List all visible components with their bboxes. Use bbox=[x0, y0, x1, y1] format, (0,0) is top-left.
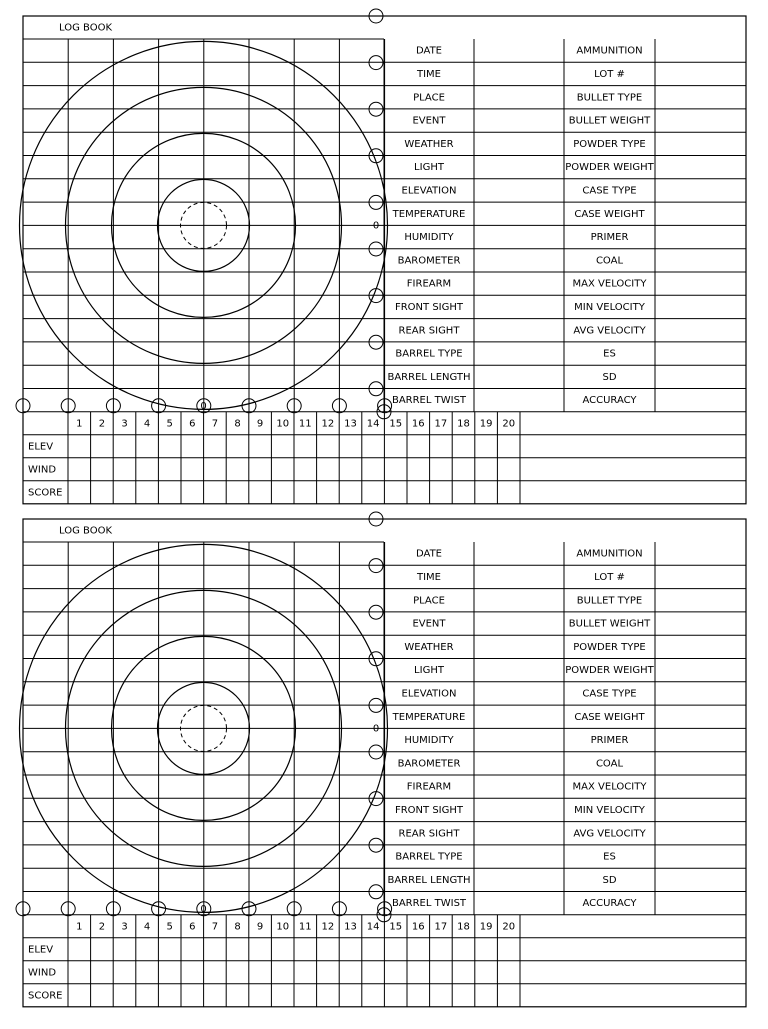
form-label-left: BARREL TWIST bbox=[391, 395, 467, 407]
shot-number: 16 bbox=[411, 418, 425, 430]
form-label-right: POWDER TYPE bbox=[573, 138, 646, 150]
form-label-right: ES bbox=[603, 348, 616, 360]
form-label-left: BAROMETER bbox=[397, 758, 461, 770]
form-label-left: HUMIDITY bbox=[404, 735, 454, 747]
form-label-right: CASE TYPE bbox=[582, 185, 637, 197]
form-label-left: EVENT bbox=[412, 618, 446, 630]
scale-zero-label: 0 bbox=[372, 220, 380, 232]
form-label-left: BARREL TYPE bbox=[395, 851, 463, 863]
form-label-right: AVG VELOCITY bbox=[573, 325, 646, 337]
form-label-left: EVENT bbox=[412, 115, 446, 127]
form-label-left: TEMPERATURE bbox=[392, 208, 466, 220]
shot-number: 15 bbox=[389, 921, 403, 933]
shot-number: 3 bbox=[121, 418, 128, 430]
shot-number: 12 bbox=[321, 921, 335, 933]
form-label-right: AVG VELOCITY bbox=[573, 828, 646, 840]
shot-number: 20 bbox=[502, 921, 516, 933]
shot-number: 9 bbox=[256, 921, 264, 933]
form-label-right: LOT # bbox=[594, 571, 625, 583]
scale-zero-label: 0 bbox=[200, 400, 207, 412]
data-row-label: ELEV bbox=[28, 944, 54, 956]
form-label-right: SD bbox=[602, 371, 617, 383]
shot-number: 10 bbox=[276, 921, 290, 933]
shot-number: 9 bbox=[256, 418, 264, 430]
form-label-left: REAR SIGHT bbox=[398, 828, 460, 840]
form-label-right: AMMUNITION bbox=[576, 45, 643, 57]
shot-number: 3 bbox=[121, 921, 128, 933]
form-label-right: CASE WEIGHT bbox=[574, 711, 645, 723]
shot-number: 8 bbox=[234, 418, 241, 430]
form-label-right: ACCURACY bbox=[582, 395, 637, 407]
shot-number: 5 bbox=[166, 921, 173, 933]
shot-number: 10 bbox=[276, 418, 290, 430]
form-label-right: MIN VELOCITY bbox=[574, 804, 645, 816]
form-label-left: HUMIDITY bbox=[404, 232, 454, 244]
form-label-left: WEATHER bbox=[404, 641, 454, 653]
shot-number: 17 bbox=[434, 418, 448, 430]
shot-number: 17 bbox=[434, 921, 448, 933]
form-label-left: BARREL TWIST bbox=[391, 898, 467, 910]
form-label-right: SD bbox=[602, 874, 617, 886]
shot-number: 1 bbox=[76, 921, 83, 933]
form-label-right: ES bbox=[603, 851, 616, 863]
form-label-right: POWDER WEIGHT bbox=[565, 162, 654, 174]
shot-number: 5 bbox=[166, 418, 173, 430]
form-label-right: BULLET TYPE bbox=[576, 595, 643, 607]
form-label-right: CASE WEIGHT bbox=[574, 208, 645, 220]
form-label-left: TEMPERATURE bbox=[392, 711, 466, 723]
shot-number: 19 bbox=[479, 418, 493, 430]
shot-number: 16 bbox=[411, 921, 425, 933]
shot-number: 18 bbox=[457, 418, 470, 430]
shot-number: 14 bbox=[366, 418, 380, 430]
form-label-right: PRIMER bbox=[590, 735, 629, 747]
data-row-label: SCORE bbox=[28, 487, 63, 499]
data-row-label: SCORE bbox=[28, 990, 63, 1002]
form-label-left: DATE bbox=[415, 45, 443, 57]
shot-number: 13 bbox=[344, 418, 357, 430]
shot-number: 18 bbox=[457, 921, 470, 933]
log-book-title: LOG BOOK bbox=[59, 22, 112, 34]
form-label-left: LIGHT bbox=[414, 665, 444, 677]
shot-number: 6 bbox=[189, 921, 196, 933]
form-label-right: MAX VELOCITY bbox=[572, 781, 647, 793]
form-label-left: PLACE bbox=[413, 92, 445, 104]
shot-number: 15 bbox=[389, 418, 403, 430]
shot-number: 1 bbox=[76, 418, 83, 430]
shot-number: 4 bbox=[143, 418, 151, 430]
form-label-right: CASE TYPE bbox=[582, 688, 637, 700]
form-label-right: AMMUNITION bbox=[576, 548, 643, 560]
form-label-left: BAROMETER bbox=[397, 255, 461, 267]
shot-number: 20 bbox=[502, 418, 516, 430]
form-label-right: BULLET TYPE bbox=[576, 92, 643, 104]
log-sheet-2 bbox=[16, 512, 746, 1007]
form-label-left: FRONT SIGHT bbox=[394, 301, 464, 313]
shot-number: 13 bbox=[344, 921, 357, 933]
shot-number: 8 bbox=[234, 921, 241, 933]
form-label-left: FIREARM bbox=[406, 278, 452, 290]
form-label-right: COAL bbox=[595, 758, 624, 770]
form-label-left: LIGHT bbox=[414, 162, 444, 174]
form-label-left: FRONT SIGHT bbox=[394, 804, 464, 816]
data-row-label: WIND bbox=[28, 464, 57, 476]
form-label-left: BARREL TYPE bbox=[395, 348, 463, 360]
shot-number: 7 bbox=[211, 418, 219, 430]
data-row-label: ELEV bbox=[28, 441, 54, 453]
form-label-left: TIME bbox=[416, 68, 442, 80]
form-label-right: MAX VELOCITY bbox=[572, 278, 647, 290]
shot-number: 2 bbox=[98, 418, 106, 430]
shot-number: 2 bbox=[98, 921, 106, 933]
form-label-left: BARREL LENGTH bbox=[387, 371, 471, 383]
form-label-left: REAR SIGHT bbox=[398, 325, 460, 337]
form-label-right: POWDER TYPE bbox=[573, 641, 646, 653]
form-label-right: BULLET WEIGHT bbox=[568, 115, 651, 127]
form-label-left: ELEVATION bbox=[401, 688, 457, 700]
shot-number: 11 bbox=[298, 921, 312, 933]
form-label-left: FIREARM bbox=[406, 781, 452, 793]
form-label-right: LOT # bbox=[594, 68, 625, 80]
form-label-right: PRIMER bbox=[590, 232, 629, 244]
shot-number: 12 bbox=[321, 418, 335, 430]
scale-zero-label: 0 bbox=[200, 903, 207, 915]
form-label-left: BARREL LENGTH bbox=[387, 874, 471, 886]
log-book-title: LOG BOOK bbox=[59, 525, 112, 537]
form-label-left: TIME bbox=[416, 571, 442, 583]
form-label-left: DATE bbox=[415, 548, 443, 560]
scale-zero-label: 0 bbox=[372, 723, 380, 735]
form-label-right: POWDER WEIGHT bbox=[565, 665, 654, 677]
form-label-left: ELEVATION bbox=[401, 185, 457, 197]
data-row-label: WIND bbox=[28, 967, 57, 979]
form-label-right: MIN VELOCITY bbox=[574, 301, 645, 313]
form-label-right: ACCURACY bbox=[582, 898, 637, 910]
shot-number: 7 bbox=[211, 921, 219, 933]
shot-number: 14 bbox=[366, 921, 380, 933]
shot-number: 19 bbox=[479, 921, 493, 933]
form-label-right: COAL bbox=[595, 255, 624, 267]
shot-number: 4 bbox=[143, 921, 151, 933]
form-label-left: PLACE bbox=[413, 595, 445, 607]
log-sheet-1 bbox=[16, 9, 746, 504]
form-label-right: BULLET WEIGHT bbox=[568, 618, 651, 630]
shot-number: 11 bbox=[298, 418, 312, 430]
shot-number: 6 bbox=[189, 418, 196, 430]
form-label-left: WEATHER bbox=[404, 138, 454, 150]
